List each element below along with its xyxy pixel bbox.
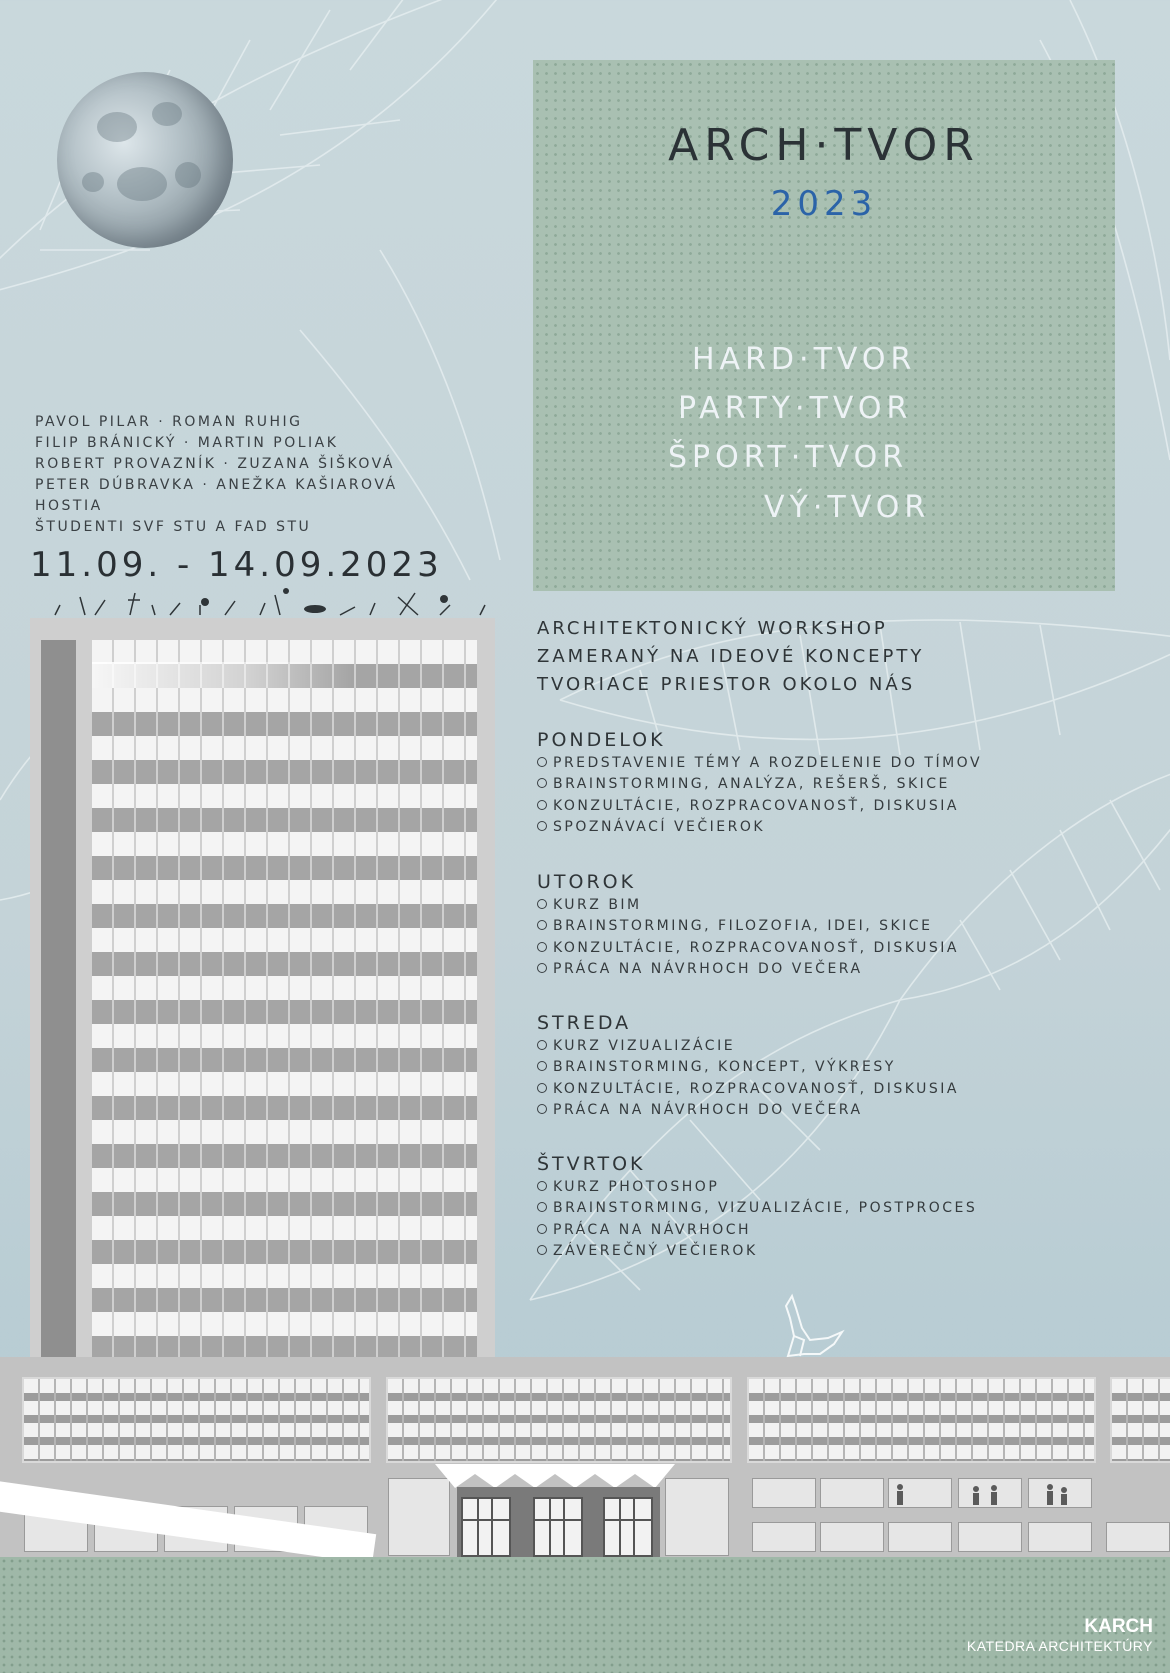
list-item: BRAINSTORMING, VIZUALIZÁCIE, POSTPROCES <box>537 1198 977 1219</box>
circle-bullet-icon <box>537 1061 547 1071</box>
day-name: STREDA <box>537 1012 632 1034</box>
schedule-day-thursday <box>537 1153 977 1262</box>
circle-bullet-icon <box>537 1083 547 1093</box>
organizer-line: FILIP BRÁNICKÝ · MARTIN POLIAK <box>35 435 339 451</box>
circle-bullet-icon <box>537 1181 547 1191</box>
podium-panel <box>752 1522 816 1552</box>
list-item: BRAINSTORMING, ANALÝZA, REŠERŠ, SKICE <box>537 774 982 795</box>
logo-text: KARCH <box>1084 1616 1153 1637</box>
organizer-line: PETER DÚBRAVKA · ANEŽKA KAŠIAROVÁ <box>35 477 398 493</box>
organizer-line: ŠTUDENTI SVF STU A FAD STU <box>35 519 312 535</box>
rooftop-sketch <box>40 585 490 620</box>
day-name: PONDELOK <box>537 729 666 751</box>
organizer-line: HOSTIA <box>35 498 103 514</box>
tvor-line-party: PARTY·TVOR <box>678 391 913 426</box>
list-item: KONZULTÁCIE, ROZPRACOVANOSŤ, DISKUSIA <box>537 1079 959 1100</box>
list-item: PRÁCA NA NÁVRHOCH DO VEČERA <box>537 1100 959 1121</box>
tvor-line-vy: VÝ·TVOR <box>764 490 931 525</box>
tower-windows <box>92 640 477 1362</box>
organizer-line: ROBERT PROVAZNÍK · ZUZANA ŠIŠKOVÁ <box>35 456 395 472</box>
podium-window-band <box>386 1377 732 1463</box>
wolf-icon <box>780 1288 850 1358</box>
logo-subtitle: KATEDRA ARCHITEKTÚRY <box>966 1638 1153 1654</box>
list-item: PREDSTAVENIE TÉMY A ROZDELENIE DO TÍMOV <box>537 753 982 774</box>
circle-bullet-icon <box>537 821 547 831</box>
schedule-day-tuesday <box>537 871 959 980</box>
entrance-door <box>603 1497 653 1557</box>
podium-panel <box>820 1478 884 1508</box>
organizers-list <box>35 412 398 538</box>
karch-logo <box>967 1616 1153 1654</box>
description-line: TVORIACE PRIESTOR OKOLO NÁS <box>537 674 916 695</box>
circle-bullet-icon <box>537 1202 547 1212</box>
tvor-line-sport: ŠPORT·TVOR <box>668 440 909 475</box>
tower-column <box>41 640 76 1362</box>
list-item: PRÁCA NA NÁVRHOCH DO VEČERA <box>537 959 959 980</box>
tower-light-glow <box>92 662 352 688</box>
circle-bullet-icon <box>537 942 547 952</box>
day-name: ŠTVRTOK <box>537 1153 646 1175</box>
list-item: BRAINSTORMING, FILOZOFIA, IDEI, SKICE <box>537 916 959 937</box>
list-item: KURZ VIZUALIZÁCIE <box>537 1036 959 1057</box>
event-year: 2023 <box>770 184 878 224</box>
building-entrance <box>457 1487 660 1557</box>
circle-bullet-icon <box>537 920 547 930</box>
list-item: PRÁCA NA NÁVRHOCH <box>537 1220 977 1241</box>
list-item: SPOZNÁVACÍ VEČIEROK <box>537 817 982 838</box>
podium-panel <box>820 1522 884 1552</box>
list-item: KURZ PHOTOSHOP <box>537 1177 977 1198</box>
podium-window-band <box>1110 1377 1170 1463</box>
workshop-description <box>537 615 924 699</box>
list-item: KURZ BIM <box>537 895 959 916</box>
circle-bullet-icon <box>537 778 547 788</box>
podium-panel <box>1106 1522 1170 1552</box>
circle-bullet-icon <box>537 800 547 810</box>
entrance-door <box>461 1497 511 1557</box>
circle-bullet-icon <box>537 1040 547 1050</box>
event-title: ARCH·TVOR <box>668 120 980 171</box>
event-dates: 11.09. - 14.09.2023 <box>30 545 443 585</box>
schedule-day-monday <box>537 729 982 838</box>
description-line: ARCHITEKTONICKÝ WORKSHOP <box>537 618 888 639</box>
circle-bullet-icon <box>537 1224 547 1234</box>
podium-window-band <box>22 1377 371 1463</box>
day-name: UTOROK <box>537 871 637 893</box>
ground-texture <box>0 1557 1170 1673</box>
circle-bullet-icon <box>537 899 547 909</box>
people-silhouettes <box>890 1482 1070 1506</box>
list-item: KONZULTÁCIE, ROZPRACOVANOSŤ, DISKUSIA <box>537 938 959 959</box>
description-line: ZAMERANÝ NA IDEOVÉ KONCEPTY <box>537 646 925 667</box>
podium-panel <box>752 1478 816 1508</box>
podium-panel <box>1028 1522 1092 1552</box>
moon-illustration <box>57 72 233 248</box>
circle-bullet-icon <box>537 963 547 973</box>
tvor-line-hard: HARD·TVOR <box>692 342 917 377</box>
entrance-door <box>533 1497 583 1557</box>
circle-bullet-icon <box>537 1245 547 1255</box>
podium-panel <box>958 1522 1022 1552</box>
list-item: KONZULTÁCIE, ROZPRACOVANOSŤ, DISKUSIA <box>537 796 982 817</box>
list-item: ZÁVEREČNÝ VEČIEROK <box>537 1241 977 1262</box>
tower-building <box>30 618 495 1362</box>
circle-bullet-icon <box>537 1104 547 1114</box>
list-item: BRAINSTORMING, KONCEPT, VÝKRESY <box>537 1057 959 1078</box>
podium-window-band <box>747 1377 1096 1463</box>
circle-bullet-icon <box>537 757 547 767</box>
organizer-line: PAVOL PILAR · ROMAN RUHIG <box>35 414 303 430</box>
podium-panel <box>888 1522 952 1552</box>
schedule-day-wednesday <box>537 1012 959 1121</box>
